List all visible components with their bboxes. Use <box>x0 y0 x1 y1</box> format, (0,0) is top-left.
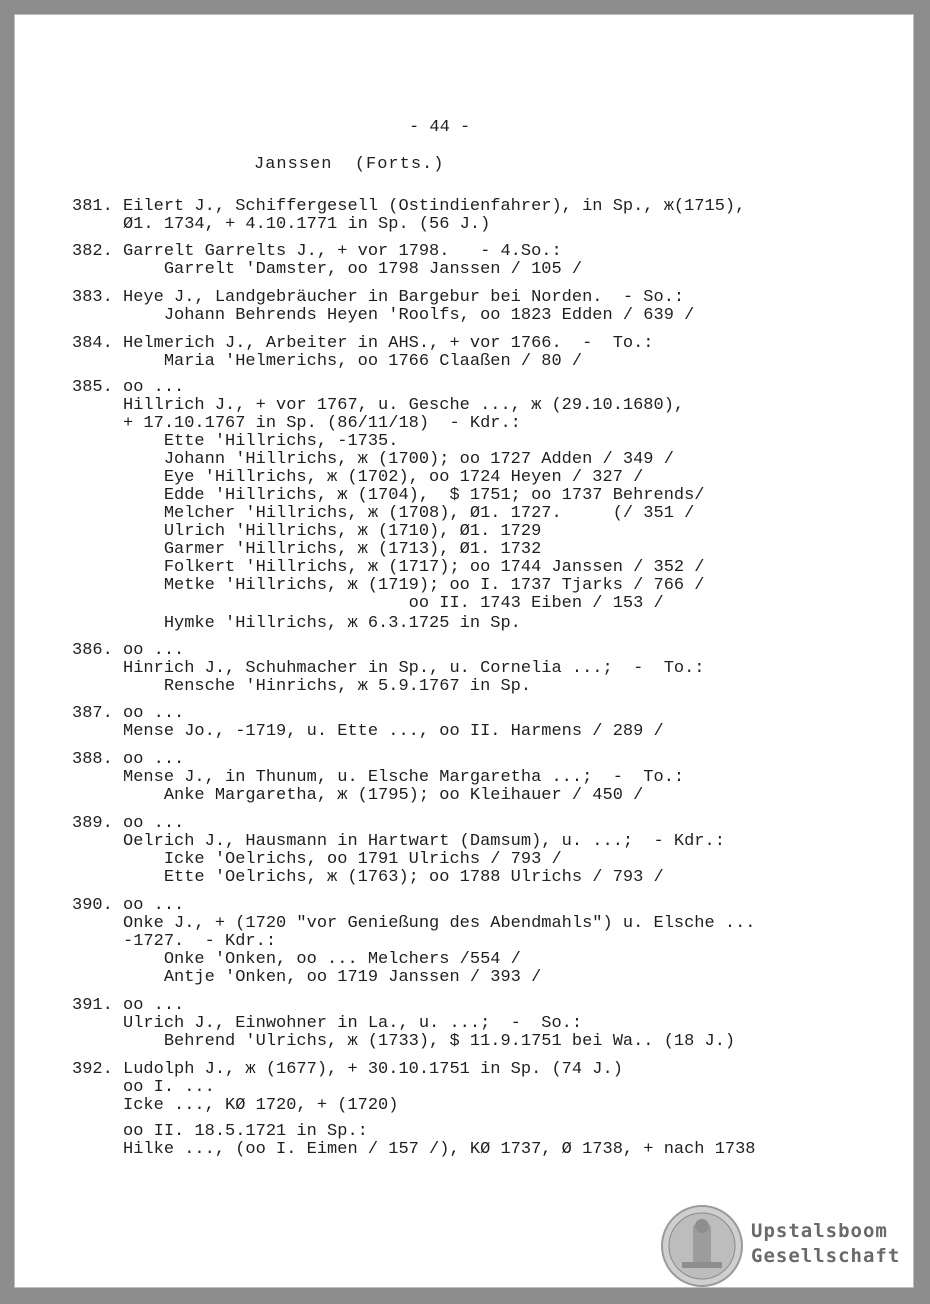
text-line: + 17.10.1767 in Sp. (86/11/18) - Kdr.: <box>72 414 521 433</box>
text-line: Melcher 'Hillrichs, ж (1708), Ø1. 1727. (/ 351 / <box>72 504 695 523</box>
text-line: Hillrich J., + vor 1767, u. Gesche ..., ж (29.10.1680), <box>72 396 685 415</box>
text-line: Hymke 'Hillrichs, ж 6.3.1725 in Sp. <box>72 614 521 633</box>
text-line: 382. Garrelt Garrelts J., + vor 1798. - 4.So.: <box>72 242 562 261</box>
text-line: Maria 'Helmerichs, oo 1766 Claaßen / 80 / <box>72 352 583 371</box>
society-seal-logo <box>660 1204 744 1288</box>
text-line: Ette 'Hillrichs, -1735. <box>72 432 399 451</box>
document-page <box>14 14 914 1288</box>
text-line: 387. oo ... <box>72 704 185 723</box>
text-line: Johann 'Hillrichs, ж (1700); oo 1727 Adden / 349 / <box>72 450 674 469</box>
text-line: Oelrich J., Hausmann in Hartwart (Damsum), u. ...; - Kdr.: <box>72 832 725 851</box>
text-line: Icke ..., KØ 1720, + (1720) <box>72 1096 399 1115</box>
text-line: Mense J., in Thunum, u. Elsche Margaretha ...; - To.: <box>72 768 685 787</box>
text-line: Edde 'Hillrichs, ж (1704), $ 1751; oo 1737 Behrends/ <box>72 486 705 505</box>
text-line: 390. oo ... <box>72 896 185 915</box>
text-line: Ø1. 1734, + 4.10.1771 in Sp. (56 J.) <box>72 215 491 234</box>
text-line: Behrend 'Ulrichs, ж (1733), $ 11.9.1751 bei Wa.. (18 J.) <box>72 1032 736 1051</box>
text-line: Garmer 'Hillrichs, ж (1713), Ø1. 1732 <box>72 540 542 559</box>
page-number: - 44 - <box>409 118 471 137</box>
text-line: Onke J., + (1720 "vor Genießung des Abendmahls") u. Elsche ... <box>72 914 756 933</box>
text-line: Anke Margaretha, ж (1795); oo Kleihauer / 450 / <box>72 786 644 805</box>
text-line: oo II. 18.5.1721 in Sp.: <box>72 1122 368 1141</box>
text-line: 391. oo ... <box>72 996 185 1015</box>
text-line: 392. Ludolph J., ж (1677), + 30.10.1751 in Sp. (74 J.) <box>72 1060 623 1079</box>
text-line: Folkert 'Hillrichs, ж (1717); oo 1744 Janssen / 352 / <box>72 558 705 577</box>
text-line: Ette 'Oelrichs, ж (1763); oo 1788 Ulrichs / 793 / <box>72 868 664 887</box>
text-line: Mense Jo., -1719, u. Ette ..., oo II. Harmens / 289 / <box>72 722 664 741</box>
text-line: 385. oo ... <box>72 378 185 397</box>
society-logo-text <box>751 1219 900 1269</box>
text-line: 386. oo ... <box>72 641 185 660</box>
text-line: oo I. ... <box>72 1078 215 1097</box>
text-line: Hilke ..., (oo I. Eimen / 157 /), KØ 1737, Ø 1738, + nach 1738 <box>72 1140 756 1159</box>
text-line: Antje 'Onken, oo 1719 Janssen / 393 / <box>72 968 542 987</box>
text-line: 389. oo ... <box>72 814 185 833</box>
text-line: 383. Heye J., Landgebräucher in Bargebur bei Norden. - So.: <box>72 288 685 307</box>
text-line: Onke 'Onken, oo ... Melchers /554 / <box>72 950 521 969</box>
text-line: Rensche 'Hinrichs, ж 5.9.1767 in Sp. <box>72 677 532 696</box>
text-line: oo II. 1743 Eiben / 153 / <box>72 594 664 613</box>
text-line: Eye 'Hillrichs, ж (1702), oo 1724 Heyen / 327 / <box>72 468 644 487</box>
section-header: Janssen (Forts.) <box>254 155 445 174</box>
text-line: 381. Eilert J., Schiffergesell (Ostindienfahrer), in Sp., ж(1715), <box>72 197 746 216</box>
text-line: Metke 'Hillrichs, ж (1719); oo I. 1737 Tjarks / 766 / <box>72 576 705 595</box>
text-line: 384. Helmerich J., Arbeiter in AHS., + vor 1766. - To.: <box>72 334 654 353</box>
text-line: Icke 'Oelrichs, oo 1791 Ulrichs / 793 / <box>72 850 562 869</box>
text-line: Ulrich 'Hillrichs, ж (1710), Ø1. 1729 <box>72 522 542 541</box>
text-line: Garrelt 'Damster, oo 1798 Janssen / 105 / <box>72 260 583 279</box>
text-line: Hinrich J., Schuhmacher in Sp., u. Cornelia ...; - To.: <box>72 659 705 678</box>
text-line: -1727. - Kdr.: <box>72 932 277 951</box>
typewritten-text <box>14 14 914 1288</box>
text-line: Ulrich J., Einwohner in La., u. ...; - So.: <box>72 1014 583 1033</box>
text-line: Johann Behrends Heyen 'Roolfs, oo 1823 Edden / 639 / <box>72 306 695 325</box>
logo-line-2: Gesellschaft <box>751 1245 901 1267</box>
logo-line-1: Upstalsboom <box>751 1220 888 1242</box>
text-line: 388. oo ... <box>72 750 185 769</box>
